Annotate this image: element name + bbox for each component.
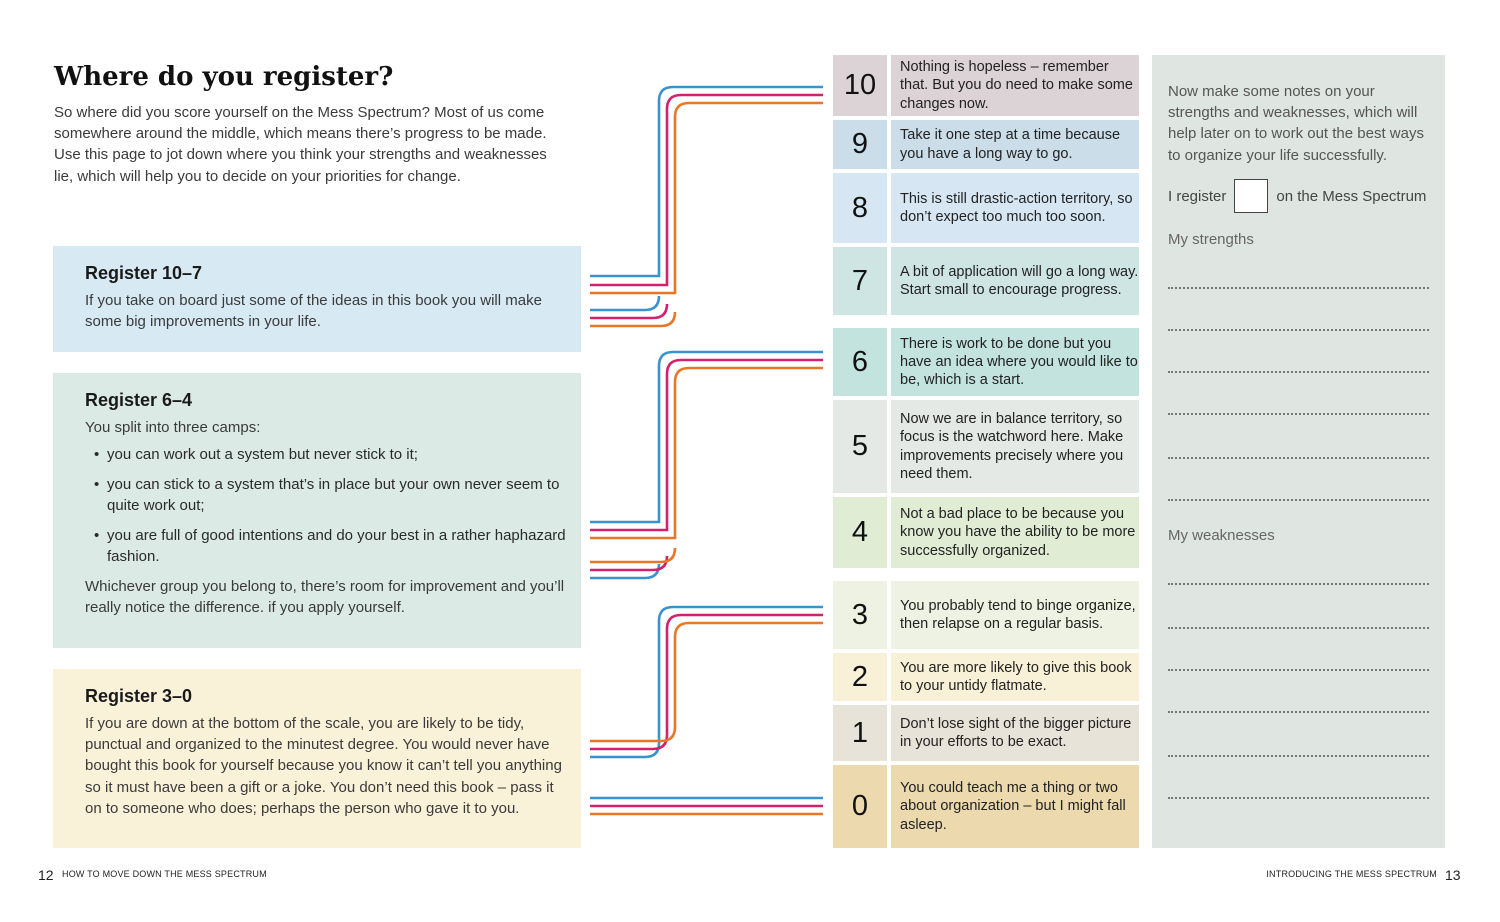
connector-line-blue [590,607,823,757]
weakness-line-1[interactable] [1168,583,1429,585]
strength-line-1[interactable] [1168,287,1429,289]
register-suffix: on the Mess Spectrum [1276,187,1427,205]
register-6-4-lead: You split into three camps: [85,419,261,436]
scale-desc-9: Take it one step at a time because you have a long way to go. [891,120,1139,169]
weaknesses-label: My weaknesses [1168,527,1275,544]
scale-number-10: 10 [833,55,887,116]
scale-number-2: 2 [833,653,887,701]
scale-desc-3: You probably tend to binge organize, then relapse on a regular basis. [891,581,1139,649]
scale-desc-6: There is work to be done but you have an idea where you would like to be, which is a start. [891,328,1139,396]
connector-line-blue-loop [590,296,659,310]
list-item: • you are full of good intentions and do your best in a rather haphazard fashion. [107,525,567,567]
page-title: Where do you register? [54,62,394,92]
intro-paragraph: So where did you score yourself on the Mess Spectrum? Most of us come somewhere around the middle, which means there’s progress to be made. Use this page to jot down where you think your strengths and weaknesses lie, which will help you to decide on your priorities for change. [54,104,547,185]
scale-desc-8: This is still drastic-action territory, so don’t expect too much too soon. [891,173,1139,243]
weakness-line-4[interactable] [1168,711,1429,713]
right-page-number: 13 [1445,867,1461,883]
notes-panel [1152,55,1445,848]
weakness-line-6[interactable] [1168,797,1429,799]
register-prefix: I register [1168,187,1227,205]
strength-line-2[interactable] [1168,329,1429,331]
scale-number-6: 6 [833,328,887,396]
scale-desc-5: Now we are in balance territory, so focus is the watchword here. Make improvements precisely where you need them. [891,400,1139,493]
connector-line-orange-loop [590,548,675,562]
scale-desc-2: You are more likely to give this book to your untidy flatmate. [891,653,1139,701]
strength-line-6[interactable] [1168,499,1429,501]
weakness-line-5[interactable] [1168,755,1429,757]
scale-number-0: 0 [833,765,887,848]
strength-line-3[interactable] [1168,371,1429,373]
connector-line-pink [590,360,823,530]
strength-line-5[interactable] [1168,457,1429,459]
register-10-7-title: Register 10–7 [85,263,203,283]
register-score-line [1168,179,1426,213]
list-item: • you can work out a system but never stick to it; [107,444,567,465]
connector-line-orange [590,103,823,293]
weakness-line-3[interactable] [1168,669,1429,671]
scale-desc-1: Don’t lose sight of the bigger picture in your efforts to be exact. [891,705,1139,761]
list-item: • you can stick to a system that’s in place but your own never seem to quite work out; [107,474,567,516]
scale-number-1: 1 [833,705,887,761]
register-6-4-closing: Whichever group you belong to, there’s room for improvement and you’ll really notice the difference. if you apply yourself. [85,577,565,616]
register-score-box[interactable] [1234,179,1268,213]
left-running-title: HOW TO MOVE DOWN THE MESS SPECTRUM [62,869,267,879]
scale-number-9: 9 [833,120,887,169]
scale-number-8: 8 [833,173,887,243]
scale-desc-4: Not a bad place to be because you know you have the ability to be more successfully organized. [891,497,1139,568]
connector-line-orange [590,368,823,538]
notes-intro: Now make some notes on your strengths and weaknesses, which will help later on to work out the best ways to organize your life successfully. [1168,83,1424,164]
scale-desc-10: Nothing is hopeless – remember that. But you do need to make some changes now. [891,55,1139,116]
connector-line-pink [590,95,823,285]
strengths-label: My strengths [1168,231,1254,248]
scale-number-7: 7 [833,247,887,315]
strength-line-4[interactable] [1168,413,1429,415]
scale-number-3: 3 [833,581,887,649]
register-10-7-body: If you take on board just some of the ideas in this book you will make some big improvements in your life. [85,292,542,331]
weakness-line-2[interactable] [1168,627,1429,629]
scale-desc-0: You could teach me a thing or two about organization – but I might fall asleep. [891,765,1139,848]
register-3-0-title: Register 3–0 [85,686,193,706]
scale-number-4: 4 [833,497,887,568]
register-3-0-body: If you are down at the bottom of the scale, you are likely to be tidy, punctual and organized to the minutest degree. You would never have bought this book for yourself because you know it can’t tell you anything so it must have been a gift or a joke. You don’t need this book – pass it on to someone who does; perhaps the person who gave it to you. [85,715,562,817]
left-page-number: 12 [38,867,54,883]
scale-desc-7: A bit of application will go a long way. Start small to encourage progress. [891,247,1139,315]
connector-line-blue [590,87,823,276]
connector-line-blue [590,352,823,522]
connector-line-orange [590,623,823,741]
right-running-title: INTRODUCING THE MESS SPECTRUM [1266,869,1437,879]
register-6-4-title: Register 6–4 [85,390,193,410]
connector-line-pink [590,615,823,749]
scale-number-5: 5 [833,400,887,493]
